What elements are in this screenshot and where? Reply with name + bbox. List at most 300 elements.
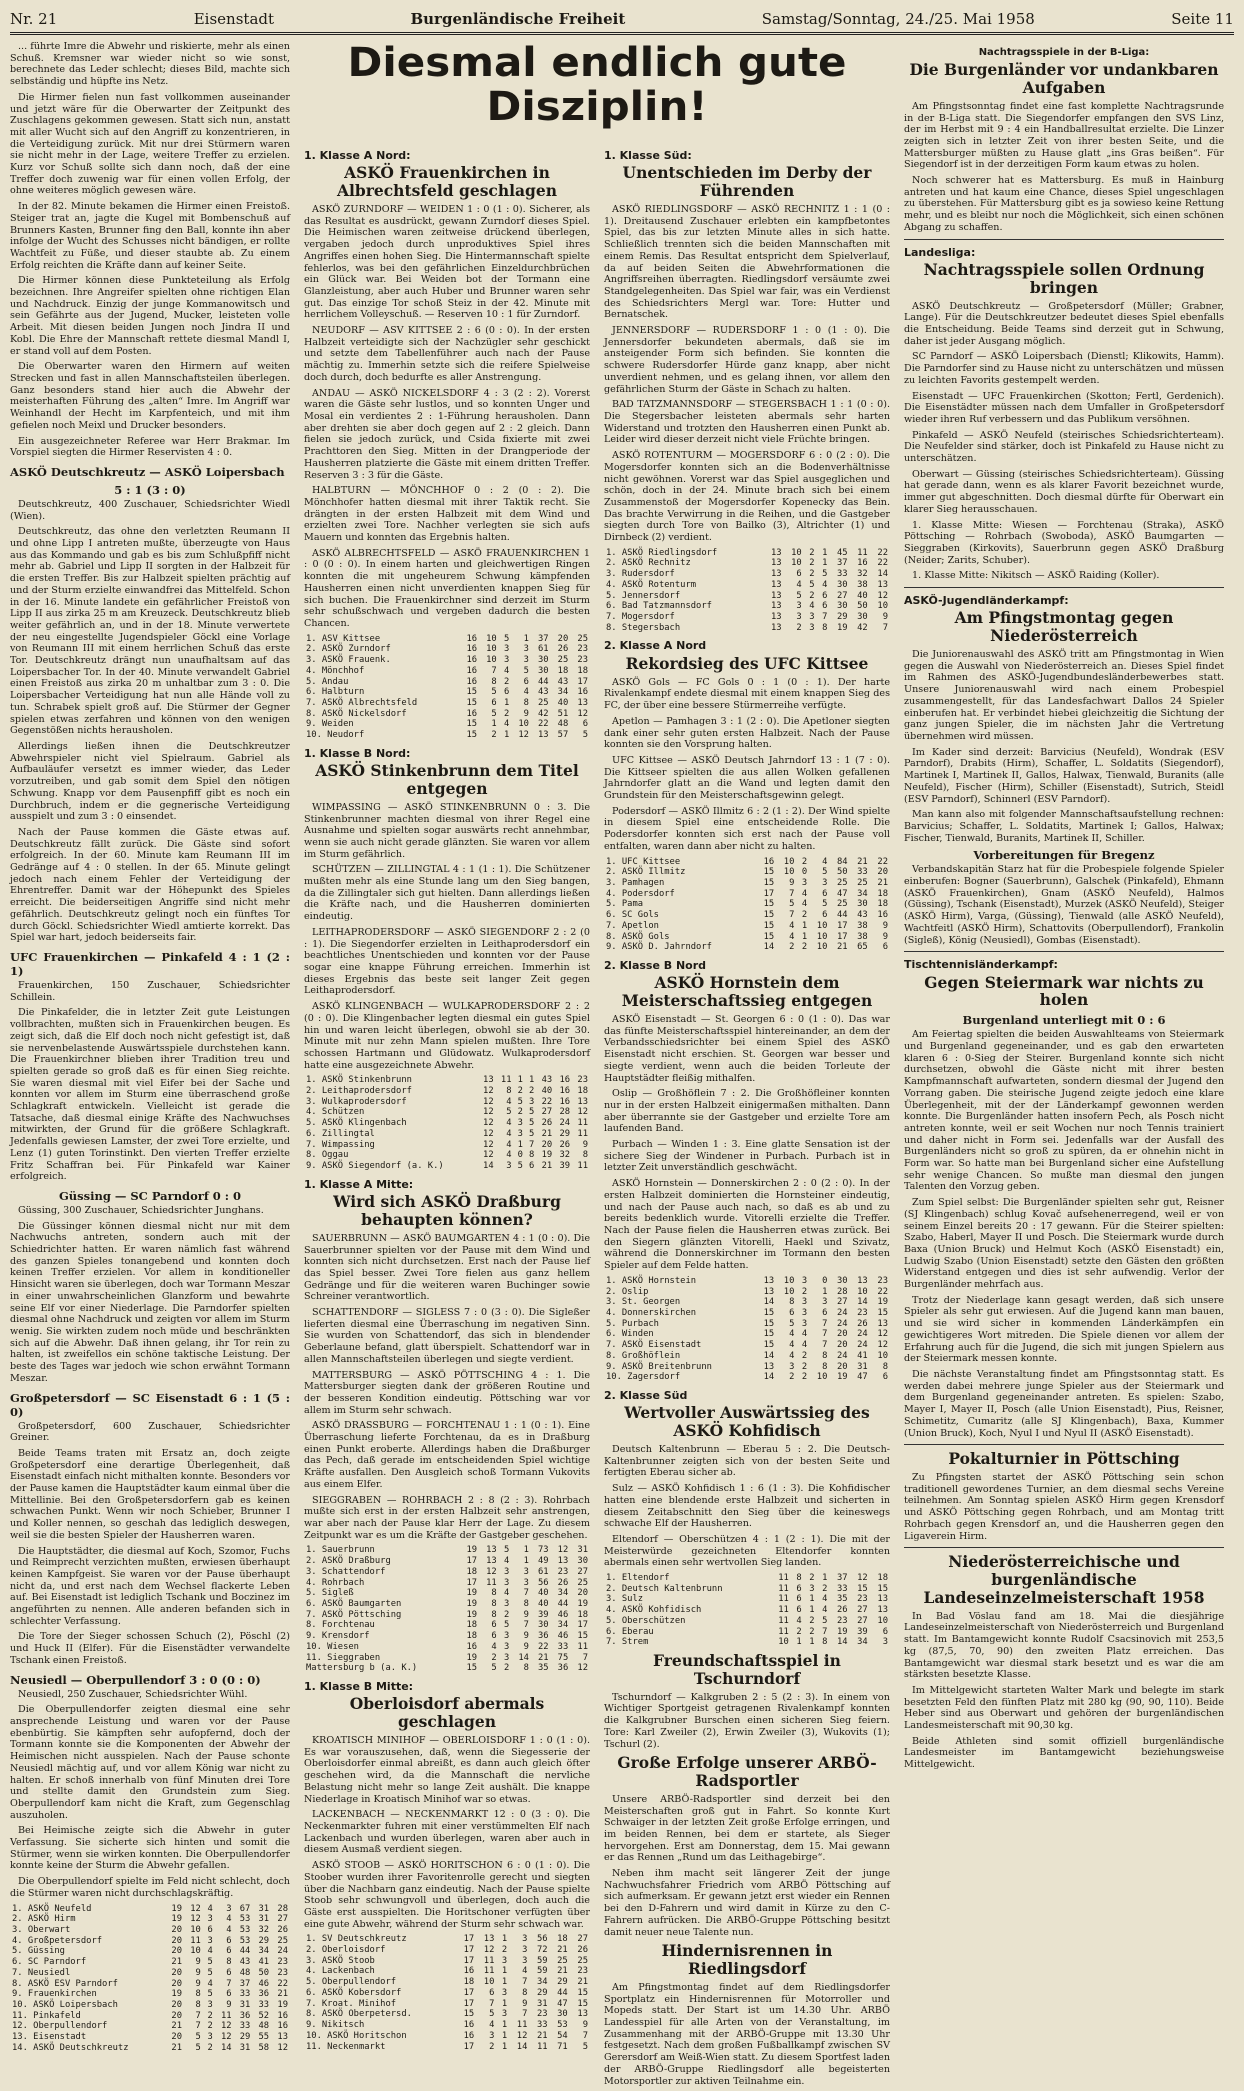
stat-cell: 5 (517, 1096, 523, 1107)
col3-text6 (604, 1794, 890, 1938)
stat-cell: 2 (809, 1626, 815, 1637)
stat-cell: 72 (536, 1945, 548, 1956)
stat-cell: 3 (506, 1161, 512, 1172)
col4-kicker5: Tischtennisländerkampf: (904, 958, 1058, 972)
stat-cell: 37 (538, 633, 549, 644)
stat-cell: 4 (226, 1914, 232, 1925)
stat-cell: 45 (836, 547, 848, 558)
stat-cell: 27 (277, 1914, 288, 1925)
stat-cell: 8 (195, 1989, 201, 2000)
table-row (604, 580, 890, 591)
table-row (10, 1936, 290, 1947)
stat-cell: 40 (557, 697, 569, 708)
team-name-cell: 8. Großhöflein (606, 1350, 681, 1361)
stat-cell: 51 (557, 708, 569, 719)
team-name-cell: 2. Leithaprodersdorf (306, 1086, 412, 1097)
stat-cell: 16 (466, 655, 478, 666)
stat-cell: 6 (491, 1620, 497, 1631)
stat-cell: 59 (536, 1955, 548, 1966)
stat-cell: 25 (577, 1955, 588, 1966)
stat-cell: 16 (559, 1075, 571, 1086)
stat-cell: 48 (239, 1967, 251, 1978)
table-row (604, 867, 890, 878)
stat-cell: 17 (466, 1556, 478, 1567)
stat-cell: 27 (836, 590, 848, 601)
stat-cell: 12 (557, 1545, 569, 1556)
column-2 (304, 143, 590, 2091)
stat-cell: 4 (522, 1966, 528, 1977)
paragraph: SCHÜTZEN — ZILLINGTAL 4 : 1 (1 : 1). Die Schützener mußten mehr als eine Stunde lang um den Sieg bangen, da die Zillingtaler sich gut hielten. Dann allerdings ließen die Kräfte nach, und die Hausherren dominierten eindeutig. (304, 864, 590, 923)
stat-cell: 11 (778, 1615, 789, 1626)
stat-cell: 53 (239, 1935, 251, 1946)
paragraph: ASKÖ ALBRECHTSFELD — ASKÖ FRAUENKIRCHEN 1 : 0 (0 : 0). In einem harten und gleichwertigen Ringen konnten die mit ungeheurem Schwung kämpfenden Hausherren einen nicht unverdienten knappen Sieg für sich buchen. Die Frauenkirchner sind derzeit im Sturm sehr schußschwach und vergeben dadurch die besten Chancen. (304, 547, 590, 629)
stat-cell: 10 (816, 931, 828, 942)
stat-cell: 28 (277, 1903, 288, 1914)
paragraph: Man kann also mit folgender Mannschaftsaufstellung rechnen: Barvicius; Schaffer, L. Soldatits, Martinek I; Gallos, Halwax; Fischer, Tienwald, Buranits, Martinek II, Schiller. (904, 809, 1224, 844)
stat-cell: 11 (483, 1966, 495, 1977)
stat-cell: 2 (529, 1086, 535, 1097)
stat-cell: 14 (518, 1652, 529, 1663)
team-name-cell: 12. Oberpullendorf (12, 2021, 108, 2032)
stat-cell: 20 (877, 867, 888, 878)
table-row (304, 1642, 590, 1653)
stat-cell: 21 (171, 1957, 183, 1968)
stat-cell: 26 (277, 1925, 288, 1935)
stat-cell: 5 (822, 899, 828, 910)
col3-section4: 2. Klasse Süd (604, 1388, 688, 1402)
stat-cell: 2 (809, 1573, 815, 1584)
stat-cell: 31 (239, 2042, 251, 2053)
stat-cell: 8 (529, 1150, 535, 1161)
stat-cell: 8 (523, 1663, 529, 1674)
col4-headline3: Am Pfingstmontag gegen Niederösterreich (954, 608, 1174, 646)
stat-cell: 4 (207, 1946, 213, 1957)
stat-cell: 65 (857, 942, 868, 953)
stat-cell: 20 (577, 1588, 588, 1599)
column-4 (904, 41, 1224, 2091)
table-row (304, 1988, 590, 1999)
stat-cell: 4 (789, 1350, 795, 1361)
stat-cell: 3 (503, 1566, 510, 1577)
paragraph: Die Hirmer fielen nun fast vollkommen auseinander und jetzt wäre für die Oberwarter der Zeitpunkt des Zuschlagens gekommen gewesen. Statt sich nun, anstatt mit aller Wucht sich auf den Angriff zu konzentrieren, in die Verteidigung zurück. Mit nur drei Stürmern waren sie nicht mehr in der Lage, weitere Treffer zu erzielen. Kurz vor Schuß sollte sich dann noch, daß der eine Treffer doch zuwenig war für einen vollen Erfolg, der ohne weiteres möglich gewesen wäre. (10, 91, 290, 197)
stat-cell: 3 (503, 1577, 510, 1588)
stat-cell: 3 (789, 1361, 795, 1372)
stat-cell: 16 (857, 558, 868, 569)
stat-cell: 21 (857, 856, 868, 867)
stat-cell: 2 (801, 1350, 808, 1361)
stat-cell: 5 (822, 867, 828, 878)
paragraph: In Bad Vöslau fand am 18. Mai die diesjährige Landeseinzelmeisterschaft von Niederösterreich und Burgenland statt. Im Bantamgewicht konnte Rudolf Csacsinovich mit 253,5 kg (87,5, 70, 90) den zweiten Platz erreichen. Das Bantamgewicht war diesmal stark besetzt und es war die am stärksten besetzte Klasse. (904, 1610, 1224, 1681)
col2-text4 (304, 1735, 590, 1930)
stat-cell: 14 (220, 2042, 232, 2053)
stat-cell: 3 (522, 1934, 528, 1945)
stat-cell: 13 (877, 1318, 888, 1329)
table-row (604, 1329, 890, 1340)
table-row (304, 1653, 590, 1664)
stat-cell: 5 (822, 569, 828, 580)
stat-cell: 20 (171, 2010, 183, 2021)
paragraph: ASKÖ RIEDLINGSDORF — ASKÖ RECHNITZ 1 : 1 (0 : 1). Dreitausend Zuschauer erlebten ein kampfbetontes Spiel, das bis zur letzten Minute alles in sich hatte. Schließlich trennten sich die beiden Mannschaften mit einem Remis. Das Resultat entspricht dem Spielverlauf, da auf beiden Seiten die Abwehrformationen die Angriffsreihen überragten. Riedlingsdorf versäumte zwei Standgelegenheiten. Das Spiel war fair, was ein Verdienst des Schiedsrichters Mergl war. Tore: Hutter und Bernatschek. (604, 204, 890, 321)
stat-cell: 25 (836, 877, 848, 888)
stat-cell: 18 (877, 1573, 888, 1584)
masthead (10, 10, 1234, 35)
team-name-cell: 11. Sieggraben (306, 1652, 381, 1663)
table-row (304, 1161, 590, 1172)
stat-cell: 33 (239, 1989, 251, 2000)
stat-cell: 57 (557, 730, 569, 741)
stat-cell: 25 (836, 899, 848, 910)
stat-cell: 47 (836, 888, 848, 899)
stat-cell: 9 (582, 1139, 588, 1150)
stat-cell: 15 (577, 1998, 588, 2009)
stat-cell: 5 (207, 1967, 213, 1978)
col3-section2: 2. Klasse A Nord (604, 639, 707, 653)
team-name-cell: 5. Andau (306, 676, 349, 687)
stat-cell: 41 (857, 1350, 868, 1361)
stat-cell: 16 (877, 910, 888, 921)
stat-cell: 13 (770, 547, 782, 558)
stat-cell: 9 (523, 1609, 529, 1620)
table-row (10, 2000, 290, 2011)
stat-cell: 4 (801, 888, 808, 899)
col4-text6 (904, 1472, 1224, 1542)
table-row (304, 1610, 590, 1621)
stat-cell: 0 (801, 867, 808, 878)
table-row (304, 1956, 590, 1967)
table-row (604, 1297, 890, 1308)
stat-cell: 9 (195, 1957, 201, 1968)
stat-cell: 12 (277, 2042, 288, 2053)
stat-cell: 12 (877, 1340, 888, 1351)
stat-cell: 1 (809, 1637, 815, 1648)
stat-cell: 1 (796, 1637, 802, 1648)
stat-cell: 7 (882, 622, 888, 633)
stat-cell: 1 (809, 1605, 815, 1616)
stat-cell: 4 (506, 1128, 512, 1139)
stat-cell: 3 (503, 1652, 510, 1663)
stat-cell: 1 (501, 1966, 508, 1977)
stat-cell: 19 (466, 1652, 478, 1663)
stat-cell: 9 (582, 2020, 588, 2031)
team-name-cell: 10. Wiesen (306, 1641, 359, 1652)
stat-cell: 19 (277, 2000, 288, 2011)
stat-cell: 14 (763, 1372, 775, 1383)
stat-cell: 6 (226, 1989, 232, 2000)
stat-cell: 4 (207, 1903, 213, 1914)
stat-cell: 1 (501, 1998, 508, 2009)
stat-cell: 2 (801, 1286, 808, 1297)
team-name-cell: 8. Forchtenau (306, 1620, 375, 1631)
stat-cell: 16 (466, 633, 478, 644)
stat-cell: 43 (557, 676, 569, 687)
stat-cell: 32 (258, 1925, 270, 1935)
col3-text2 (604, 677, 890, 853)
paragraph: Noch schwerer hat es Mattersburg. Es muß in Hainburg antreten und hat kaum eine Chance, dieses Spiel ungeschlagen zu überstehen. Für Mattersburg gibt es ja sowieso keine Rettung mehr, und es bleibt nur noch die Möglichkeit, sich einen schönen Abgang zu schaffen. (904, 175, 1224, 233)
stat-cell: 4 (491, 1641, 497, 1652)
column-3 (604, 143, 890, 2091)
stat-cell: 26 (857, 1318, 868, 1329)
stat-cell: 38 (857, 579, 868, 590)
team-name-cell: 5. Oberpullendorf (306, 1977, 397, 1988)
paragraph: SC Parndorf — ASKÖ Loipersbach (Dienstl; Klikowits, Hamm). Die Parndorfer sind zu Hause nicht zu unterschätzen und müssen zu leichten Favorits gestempelt werden. (904, 351, 1224, 386)
stat-cell: 29 (559, 1128, 571, 1139)
stat-cell: 61 (538, 1566, 549, 1577)
stat-cell: 7 (529, 1139, 535, 1150)
table-row (10, 1989, 290, 2000)
columns (10, 40, 1234, 2087)
stat-cell: 41 (258, 1957, 270, 1968)
stat-cell: 40 (541, 1086, 553, 1097)
stat-cell: 23 (536, 2009, 548, 2020)
stat-cell: 18 (877, 899, 888, 910)
stat-cell: 22 (877, 1286, 888, 1297)
stat-cell: 13 (770, 569, 782, 580)
stat-cell: 0 (517, 1150, 523, 1161)
stat-cell: 13 (877, 1594, 888, 1605)
team-name-cell: 7. Apetlon (606, 920, 659, 931)
table-row (304, 1945, 590, 1956)
stat-cell: 4 (506, 1150, 512, 1161)
stat-cell: 38 (857, 920, 868, 931)
col3-text4 (604, 1444, 890, 1569)
stat-cell: 3 (523, 655, 529, 666)
stat-cell: 30 (538, 655, 549, 666)
stat-cell: 21 (171, 2042, 183, 2053)
paragraph: Zum Spiel selbst: Die Burgenländer spielten sehr gut, Reisner (SJ Klingenbach) schlug Kovač aufsehenerregend, weil er von seinem Einzel bereits 20 : 17 gewann. Für die Steirer spielten: Szabo, Haberl, Mayer II und Posch. Die Steiermark wurde durch Baxa (Union Bruck) und Helmut Koch (ASKÖ Eisenstadt) ein, Ludwig Szabo (Union Eisenstadt) setzte den Gästen den größten Widerstand entgegen und dies ist sehr aufwendig. Verlor der Burgenländer mehrfach aus. (904, 1197, 1224, 1291)
stat-cell: 12 (518, 730, 529, 741)
stat-cell: 1 (523, 1556, 529, 1567)
stat-cell: 15 (763, 910, 775, 921)
stat-cell: 21 (557, 1945, 568, 1956)
table-row (10, 2043, 290, 2054)
stat-cell: 25 (577, 633, 588, 644)
stat-cell: 12 (877, 590, 888, 601)
stat-cell: 6 (523, 676, 529, 687)
col3-headline5: Freundschaftsspiel in Tschurndorf (653, 1651, 841, 1688)
team-name-cell: 4. Großpetersdorf (12, 1935, 103, 1946)
stat-cell: 2 (809, 590, 815, 601)
stat-cell: 12 (190, 1903, 201, 1914)
stat-cell: 56 (536, 1934, 548, 1945)
stat-cell: 9 (195, 1967, 201, 1978)
stat-cell: 1 (809, 1594, 815, 1605)
stat-cell: 30 (538, 665, 549, 676)
stat-cell: 18 (577, 1086, 588, 1097)
stat-cell: 11 (577, 1161, 588, 1172)
stat-cell: 17 (577, 676, 588, 687)
stat-cell: 36 (258, 1989, 270, 2000)
table-row (604, 1372, 890, 1383)
table-row (304, 644, 590, 655)
stat-cell: 3 (501, 1955, 508, 1966)
stat-cell: 8 (523, 1599, 529, 1609)
stat-cell: 20 (171, 2032, 183, 2043)
stat-cell: 5 (789, 1318, 795, 1329)
stat-cell: 4 (796, 1615, 802, 1626)
divider (904, 1444, 1224, 1445)
paragraph: Die Tore der Sieger schossen Schuch (2), Pöschl (2) und Huck II (Elfer). Für die Eisenstädter verwandelte Tschank einen Freistoß. (10, 1631, 290, 1666)
stat-cell: 7 (822, 1329, 828, 1340)
table-row (604, 1637, 890, 1648)
table-row (604, 591, 890, 602)
stat-cell: 3 (207, 1914, 213, 1925)
stat-cell: 30 (577, 1556, 588, 1567)
stat-cell: 4 (506, 1139, 512, 1150)
stat-cell: 13 (277, 2032, 288, 2043)
team-name-cell: 2. Oberloisdorf (306, 1945, 386, 1956)
stat-cell: 4 (801, 1340, 808, 1351)
team-name-cell: 1. ASKÖ Stinkenbrunn (306, 1075, 412, 1086)
stat-cell: 4 (822, 1605, 828, 1616)
stat-cell: 8 (822, 1637, 828, 1648)
divider (904, 239, 1224, 240)
stat-cell: 15 (466, 730, 478, 741)
league-table-1-sued (604, 548, 890, 634)
stat-cell: 10 (486, 633, 497, 644)
stat-cell: 22 (538, 719, 549, 730)
paragraph: Frauenkirchen, 150 Zuschauer, Schiedsrichter Schillein. (10, 979, 290, 1003)
team-name-cell: 5. Oberschützen (606, 1615, 686, 1626)
table-row (304, 1129, 590, 1140)
col4-section2: Landesliga: (904, 245, 976, 259)
team-name-cell: 3. Oberwart (12, 1925, 71, 1935)
stat-cell: 7 (489, 1998, 495, 2009)
stat-cell: 12 (577, 1663, 588, 1674)
stat-cell: 1 (501, 2041, 508, 2052)
column-1 (10, 41, 290, 2091)
stat-cell: 56 (538, 1577, 549, 1588)
stat-cell: 6 (882, 1626, 888, 1637)
stat-cell: 2 (207, 2021, 213, 2032)
stat-cell: 13 (770, 558, 782, 569)
stat-cell: 33 (836, 569, 848, 580)
paper-name: Burgenländische Freiheit (410, 10, 626, 28)
stat-cell: 30 (538, 1620, 549, 1631)
paragraph: Neusiedl, 250 Zuschauer, Schiedsrichter Wühl. (18, 1688, 248, 1700)
stat-cell: 23 (557, 1566, 569, 1577)
stat-cell: 58 (258, 2042, 270, 2053)
paragraph: Allerdings ließen ihnen die Deutschkreutzer Abwehrspieler nicht viel Spielraum. Gabriel als Aufbauläufer versetzt es immer wieder, das Leder vorzutreiben, und gab somit dem Spiel den nötigen Schwung. Knapp vor dem Pausenpfiff gibt es noch ein Durchbruch, indem er die gegnerische Verteidigung ausspielt und zum 3 : 0 einsendet. (10, 741, 290, 823)
stat-cell: 24 (277, 1946, 288, 1957)
stat-cell: 4 (503, 1588, 510, 1599)
stat-cell: 21 (557, 1966, 568, 1977)
stat-cell: 27 (836, 1297, 848, 1308)
stat-cell: 25 (577, 1577, 588, 1588)
team-name-cell: 1. Eltendorf (606, 1573, 670, 1584)
paragraph: Oslip — Großhöflein 7 : 2. Die Großhöfleiner konnten nur in der ersten Halbzeit einigermaßen mithalten. Dann aber überrannte sie der Gastgeber und erzielte Tore am laufenden Band. (604, 1088, 890, 1135)
stat-cell: 30 (857, 612, 868, 623)
stat-cell: 48 (258, 2021, 270, 2032)
stat-cell: 2 (809, 547, 815, 558)
stat-cell: 10 (783, 1275, 795, 1286)
paragraph: KROATISCH MINIHOF — OBERLOISDORF 1 : 0 (1 : 0). Es war vorauszusehen, daß, wenn die Siegesserie der Oberloisdorfer einmal abreißt, es dann auch gleich öfter geschehen wird, da die Mannschaft die nervliche Belastung nicht mehr so lange Zeit aushält. Die knappe Niederlage in Kroatisch Minihof war so etwas. (304, 1735, 590, 1805)
stat-cell: 19 (466, 1588, 478, 1599)
table-row (304, 1140, 590, 1151)
stat-cell: 16 (466, 1641, 478, 1652)
stat-cell: 48 (557, 719, 569, 730)
stat-cell: 11 (778, 1583, 789, 1594)
stat-cell: 13 (483, 1934, 495, 1945)
stat-cell: 2 (503, 1609, 510, 1620)
paragraph: Ein ausgezeichneter Referee war Herr Brakmar. Im Vorspiel siegten die Hirmer Reservisten 4 : 0. (10, 435, 290, 459)
stat-cell: 27 (541, 1107, 553, 1118)
stat-cell: 33 (239, 2021, 251, 2032)
team-name-cell: 8. Oggau (306, 1150, 349, 1161)
stat-cell: 34 (857, 888, 868, 899)
table-row (304, 1545, 590, 1556)
stat-cell: 47 (857, 1372, 868, 1383)
stat-cell: 12 (220, 2032, 232, 2043)
stat-cell: 14 (763, 1350, 775, 1361)
stat-cell: 11 (220, 2010, 232, 2021)
league-table-1b-mitte (304, 1934, 590, 2052)
stat-cell: 8 (506, 1086, 512, 1097)
stat-cell: 29 (239, 2032, 251, 2043)
stat-cell: 12 (483, 1139, 494, 1150)
stat-cell: 7 (523, 1620, 529, 1631)
stat-cell: 10 (783, 867, 795, 878)
team-name-cell: 5. Pama (606, 899, 644, 910)
stat-cell: 36 (538, 1631, 549, 1642)
table-row (604, 889, 890, 900)
stat-cell: 3 (796, 601, 802, 612)
stat-cell: 29 (557, 1977, 568, 1988)
paragraph: Großpetersdorf, 600 Zuschauer, Schiedsrichter Greiner. (10, 1420, 290, 1444)
team-name-cell: 1. Sauerbrunn (306, 1545, 375, 1556)
col2-section4: 1. Klasse B Mitte: (304, 1680, 414, 1694)
stat-cell: 11 (486, 1577, 497, 1588)
col4-text3 (904, 649, 1224, 844)
stat-cell: 24 (857, 1340, 868, 1351)
league-table-2-sued (604, 1573, 890, 1648)
stat-cell: 8 (226, 1957, 232, 1968)
team-name-cell: 5. Purbach (606, 1318, 659, 1329)
stat-cell: 6 (822, 601, 828, 612)
stat-cell: 7 (491, 665, 497, 676)
stat-cell: 34 (258, 1946, 270, 1957)
table-row (304, 1150, 590, 1161)
stat-cell: 14 (516, 2041, 528, 2052)
stat-cell: 9 (226, 2000, 232, 2011)
stat-cell: 19 (466, 1599, 478, 1609)
col4-headline6: Pokalturnier in Pöttsching (948, 1449, 1180, 1469)
stat-cell: 49 (538, 1556, 549, 1567)
stat-cell: 3 (801, 1297, 808, 1308)
table-row (604, 1594, 890, 1605)
table-row (304, 2020, 590, 2031)
stat-cell: 1 (801, 931, 808, 942)
stat-cell: 8 (195, 2000, 201, 2011)
divider (904, 951, 1224, 952)
stat-cell: 18 (877, 888, 888, 899)
stat-cell: 10 (816, 1372, 828, 1383)
table-row (604, 1573, 890, 1584)
stat-cell: 2 (207, 2042, 213, 2053)
paragraph: Die Hirmer können diese Punkteteilung als Erfolg bezeichnen. Ihre Angreifer spielten ohne richtigen Elan und Nachdruck. Einzig der junge Kommanowitsch und sein Gefährte aus der Jugend, Mucker, leisteten volle Arbeit. Mit diesen beiden Jungen noch Jindra II und Kobl. Die Ehre der Mannschaft rettete diesmal Mandl I, er stand voll auf dem Posten. (10, 275, 290, 357)
stat-cell: 25 (277, 1935, 288, 1946)
stat-cell: 6 (226, 1967, 232, 1978)
stat-cell: 17 (463, 1987, 475, 1998)
match2-title: UFC Frauenkirchen — Pinkafeld 4 : 1 (2 : 1) (10, 949, 290, 978)
stat-cell: 22 (877, 856, 888, 867)
paragraph: Eltendorf — Oberschützen 4 : 1 (2 : 1). Die mit der Meisterwürde gezeichneten Eltendorfer konnten abermals einen sehr wertvollen Sieg landen. (604, 1533, 890, 1569)
stat-cell: 19 (836, 1372, 848, 1383)
team-name-cell: 7. ASKÖ Pöttsching (306, 1609, 402, 1620)
stat-cell: 2 (491, 730, 497, 741)
stat-cell: 8 (796, 1573, 802, 1584)
stat-cell: 12 (483, 1118, 494, 1129)
stat-cell: 12 (516, 2030, 528, 2041)
